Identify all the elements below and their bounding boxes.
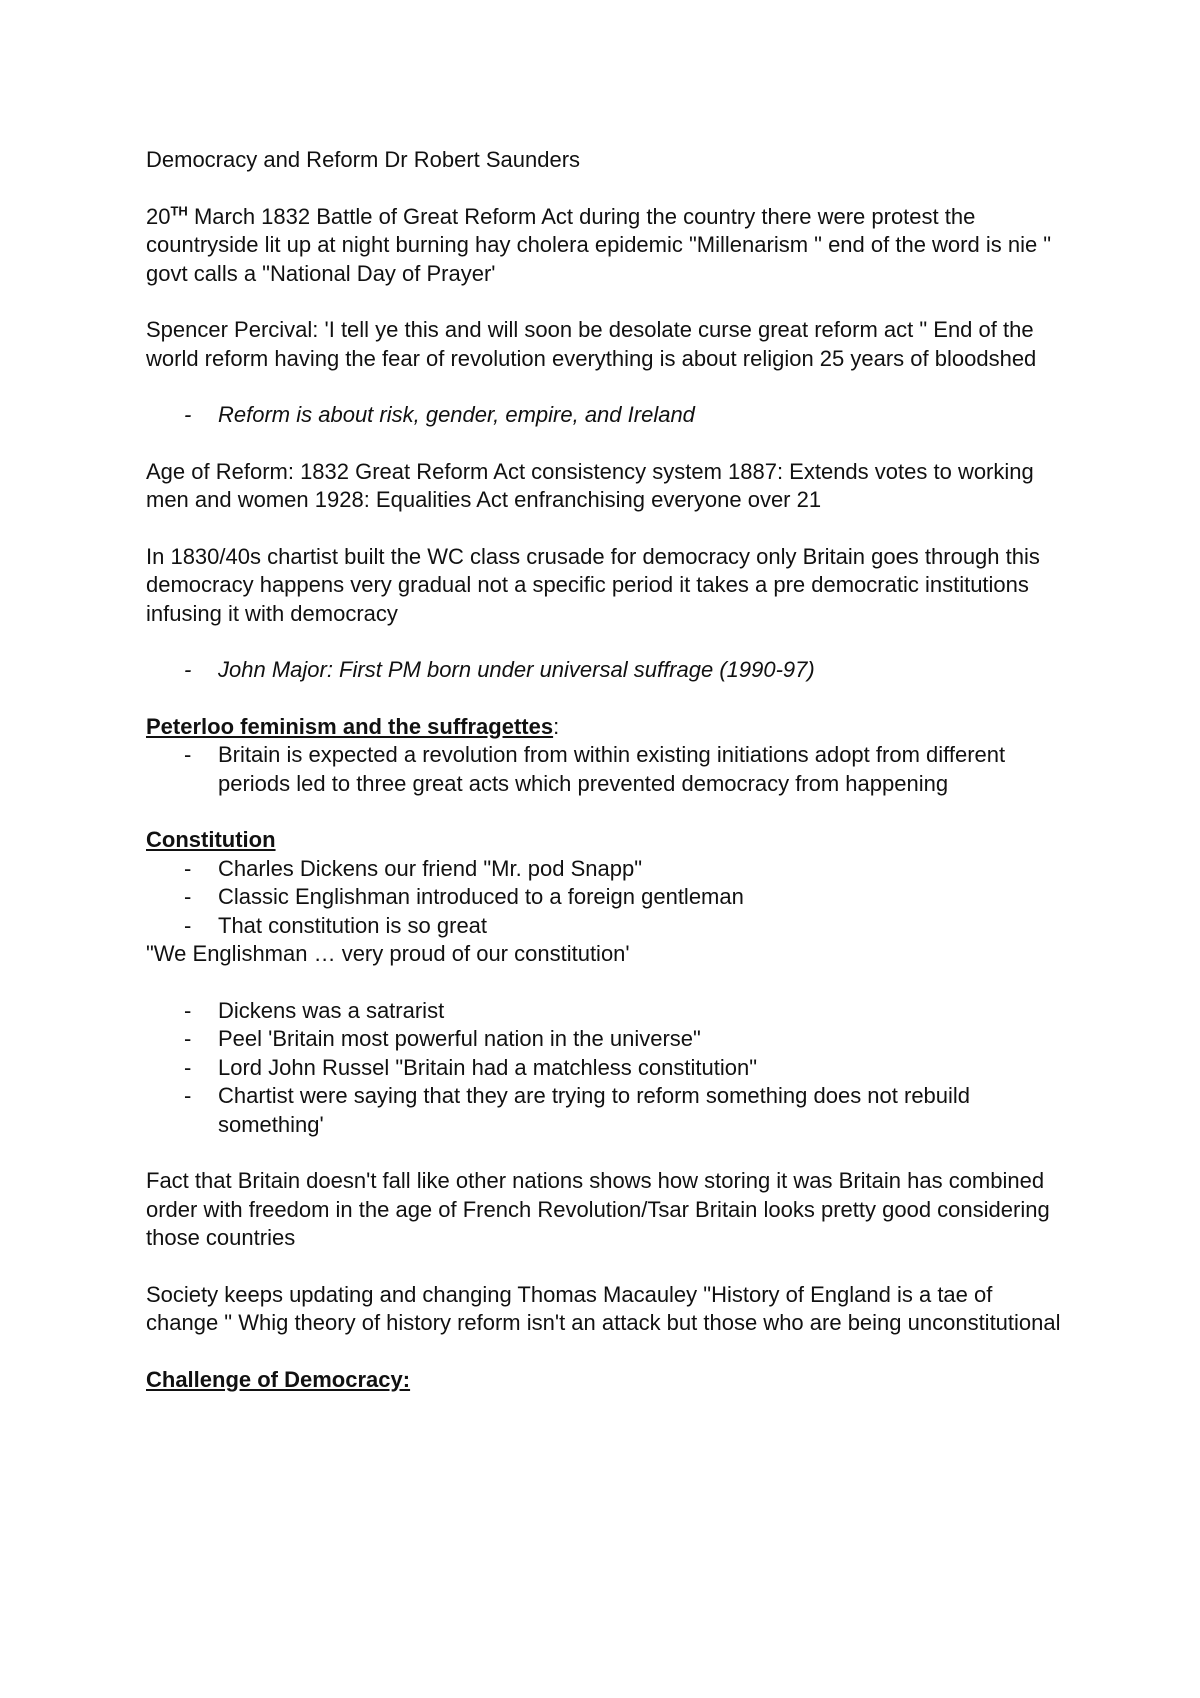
document-title: Democracy and Reform Dr Robert Saunders xyxy=(146,147,581,172)
list-john-major xyxy=(146,656,1066,685)
dash-bullet: - xyxy=(184,402,192,427)
list-item xyxy=(146,656,1066,685)
paragraph-chartist: In 1830/40s chartist built the WC class crusade for democracy only Britain goes through this democracy happens very gradual not a specific period it takes a pre democratic institutions infusing it with democracy xyxy=(146,543,1040,626)
paragraph-age-of-reform: Age of Reform: 1832 Great Reform Act consistency system 1887: Extends votes to working men and women 1928: Equalities Act enfranchising everyone over 21 xyxy=(146,458,1034,512)
list-item xyxy=(146,741,1066,798)
para-prefix: 20 xyxy=(146,203,171,229)
list-item xyxy=(146,883,1066,912)
heading-constitution-row xyxy=(146,826,1066,855)
list-item-text: Lord John Russel "Britain had a matchless constitution" xyxy=(218,1054,758,1080)
document-body xyxy=(146,146,1066,1394)
list-peterloo xyxy=(146,741,1066,798)
dash-bullet: - xyxy=(184,742,192,767)
section-heading-constitution: Constitution xyxy=(146,827,276,852)
heading-challenge-row xyxy=(146,1366,1066,1395)
list-item-text: Chartist were saying that they are trying to reform something does not rebuild something' xyxy=(218,1083,971,1137)
heading-peterloo-row xyxy=(146,713,1066,742)
dash-bullet: - xyxy=(184,657,192,682)
section-heading-peterloo: Peterloo feminism and the suffragettes xyxy=(146,713,554,739)
list-item-text: Reform is about risk, gender, empire, and Ireland xyxy=(218,402,695,427)
paragraph-march-1832 xyxy=(146,203,1066,289)
paragraph-society-updating: Society keeps updating and changing Thomas Macauley "History of England is a tae of change " Whig theory of history reform isn't an attack but those who are being unconstitutional xyxy=(146,1281,1061,1335)
list-item xyxy=(146,912,1066,941)
paragraph-spencer-percival: Spencer Percival: 'I tell ye this and will soon be desolate curse great reform act " End of the world reform having the fear of revolution everything is about religion 25 years of bloodshed xyxy=(146,317,1037,371)
paragraph-britain-doesnt-fall: Fact that Britain doesn't fall like other nations shows how storing it was Britain has combined order with freedom in the age of French Revolution/Tsar Britain looks pretty good considering those countries xyxy=(146,1168,1050,1250)
list-reform-risk xyxy=(146,401,1066,430)
list-item xyxy=(146,855,1066,884)
dash-bullet: - xyxy=(184,855,192,881)
dash-bullet: - xyxy=(184,1026,192,1051)
section-heading-challenge: Challenge of Democracy: xyxy=(146,1366,411,1392)
list-item-text: Dickens was a satrarist xyxy=(218,997,445,1023)
quote-englishman: "We Englishman … very proud of our constitution' xyxy=(146,941,630,966)
list-constitution xyxy=(146,855,1066,941)
dash-bullet: - xyxy=(184,997,192,1023)
superscript: TH xyxy=(170,203,188,219)
list-item-text: Charles Dickens our friend "Mr. pod Snapp" xyxy=(218,855,643,881)
list-item xyxy=(146,1025,1066,1054)
list-item xyxy=(146,997,1066,1026)
dash-bullet: - xyxy=(184,884,192,909)
heading-colon: : xyxy=(553,713,560,739)
para-text: March 1832 Battle of Great Reform Act during the country there were protest the countryside lit up at night burning hay cholera epidemic "Millenarism " end of the word is nie " govt calls a "National Day of Prayer' xyxy=(146,203,1052,286)
dash-bullet: - xyxy=(184,1054,192,1080)
list-dickens xyxy=(146,997,1066,1140)
list-item-text: That constitution is so great xyxy=(218,912,488,938)
list-item xyxy=(146,1082,1066,1139)
list-item xyxy=(146,1054,1066,1083)
list-item xyxy=(146,401,1066,430)
list-item-text: Classic Englishman introduced to a foreign gentleman xyxy=(218,884,744,909)
list-item-text: John Major: First PM born under universal suffrage (1990-97) xyxy=(218,657,815,682)
dash-bullet: - xyxy=(184,1083,192,1108)
list-item-text: Peel 'Britain most powerful nation in the universe" xyxy=(218,1026,701,1051)
dash-bullet: - xyxy=(184,912,192,938)
list-item-text: Britain is expected a revolution from within existing initiations adopt from different periods led to three great acts which prevented democracy from happening xyxy=(218,742,1006,796)
